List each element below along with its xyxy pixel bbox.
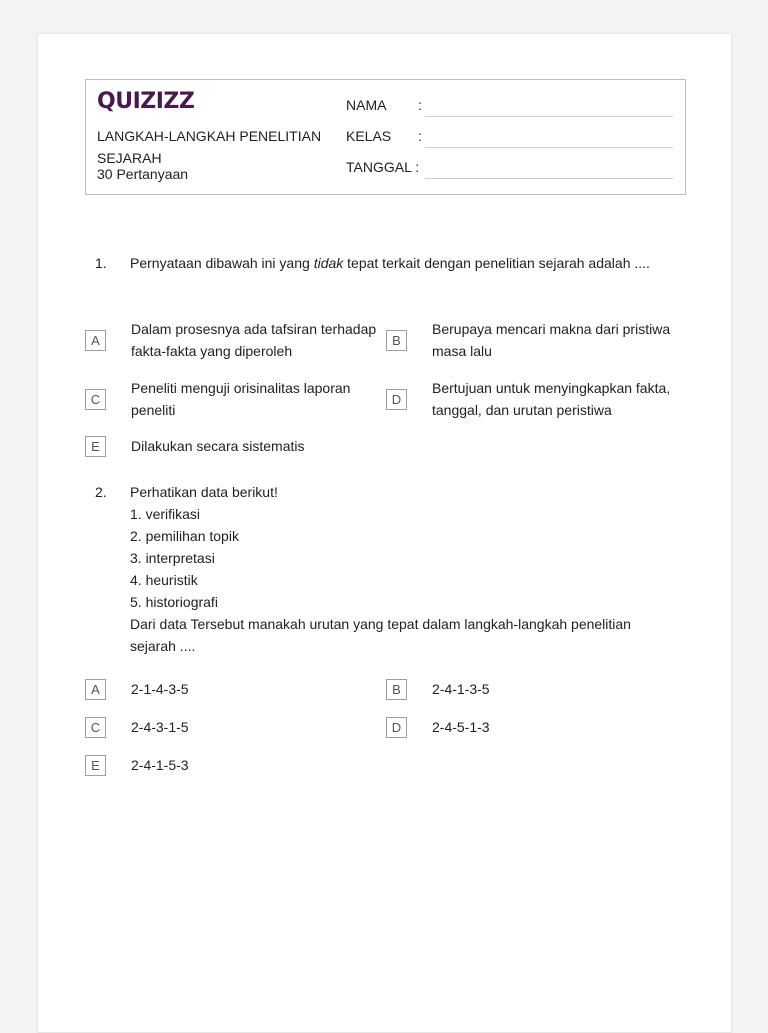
field-label: TANGGAL : (346, 159, 420, 175)
kelas-line[interactable] (425, 147, 673, 148)
question-text-italic: tidak (313, 255, 344, 271)
option-e[interactable] (85, 435, 375, 459)
tanggal-line[interactable] (425, 178, 673, 179)
option-letter: C (85, 389, 106, 410)
option-text: 2-4-1-3-5 (432, 681, 490, 697)
option-c[interactable] (85, 377, 375, 423)
option-text: 2-4-5-1-3 (432, 719, 490, 735)
option-letter: E (85, 436, 106, 457)
data-item: 5. historiografi (130, 594, 218, 610)
question-1 (95, 252, 675, 298)
field-colon: : (418, 128, 422, 144)
question-text-part: tepat terkait dengan penelitian sejarah adalah .... (343, 255, 650, 271)
option-text: Dalam prosesnya ada tafsiran terhadap fakta-fakta yang diperoleh (131, 321, 377, 359)
option-letter: E (85, 755, 106, 776)
question-count: 30 Pertanyaan (97, 166, 189, 182)
data-item: 2. pemilihan topik (130, 528, 239, 544)
option-text: Berupaya mencari makna dari pristiwa masa lalu (432, 321, 671, 359)
option-text: Peneliti menguji orisinalitas laporan peneliti (131, 380, 351, 418)
question-2 (95, 481, 675, 657)
option-letter: B (386, 330, 407, 351)
worksheet-header (85, 79, 686, 195)
option-letter: C (85, 717, 106, 738)
question-text (130, 252, 675, 274)
option-text: 2-4-1-5-3 (131, 757, 189, 773)
quiz-title: LANGKAH-LANGKAH PENELITIAN SEJARAH (97, 128, 322, 166)
question-number: 1. (95, 255, 107, 271)
option-text: Dilakukan secara sistematis (131, 438, 305, 454)
option-letter: D (386, 389, 407, 410)
option-e[interactable] (85, 754, 375, 778)
quizizz-logo: QUIZIZZ (97, 89, 195, 114)
data-item: 3. interpretasi (130, 550, 215, 566)
worksheet-page (37, 33, 732, 1033)
field-label: KELAS (346, 128, 392, 144)
option-text: 2-1-4-3-5 (131, 681, 189, 697)
question-intro: Perhatikan data berikut! (130, 484, 278, 500)
option-b[interactable] (386, 318, 676, 364)
option-a[interactable] (85, 678, 375, 702)
nama-line[interactable] (425, 116, 673, 117)
option-d[interactable] (386, 716, 676, 740)
option-d[interactable] (386, 377, 676, 423)
option-letter: D (386, 717, 407, 738)
data-item: 4. heuristik (130, 572, 198, 588)
option-letter: A (85, 330, 106, 351)
field-label: NAMA (346, 97, 387, 113)
question-text-part: Pernyataan dibawah ini yang (130, 255, 314, 271)
question-prompt: Dari data Tersebut manakah urutan yang tepat dalam langkah-langkah penelitian sejarah .... (130, 616, 631, 654)
option-text: 2-4-3-1-5 (131, 719, 189, 735)
option-letter: B (386, 679, 407, 700)
field-tanggal (346, 159, 419, 175)
option-a[interactable] (85, 318, 375, 364)
field-colon: : (418, 97, 422, 113)
option-c[interactable] (85, 716, 375, 740)
option-b[interactable] (386, 678, 676, 702)
option-text: Bertujuan untuk menyingkapkan fakta, tanggal, dan urutan peristiwa (432, 380, 671, 418)
option-letter: A (85, 679, 106, 700)
question-text (130, 481, 675, 657)
field-nama (346, 97, 426, 113)
field-kelas (346, 128, 426, 144)
data-item: 1. verifikasi (130, 506, 201, 522)
question-number: 2. (95, 484, 107, 500)
